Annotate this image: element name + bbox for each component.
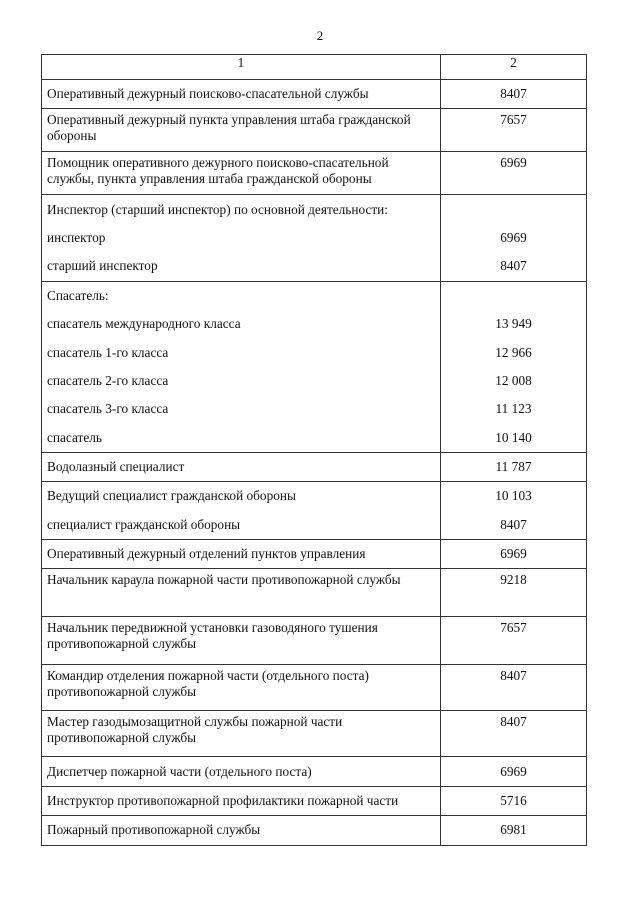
table-row	[42, 80, 587, 109]
position-name: Водолазный специалист	[47, 459, 185, 475]
salary-value: 5716	[500, 793, 527, 809]
column-header-1: 1	[42, 55, 441, 80]
position-name: Командир отделения пожарной части (отдельного поста) противопожарной службы	[47, 668, 369, 700]
position-name: спасатель международного класса	[47, 316, 241, 332]
position-name: старший инспектор	[47, 258, 158, 274]
salary-value: 8407	[500, 86, 527, 102]
position-group-title: Инспектор (старший инспектор) по основной деятельности:	[47, 201, 388, 217]
salary-value: 8407	[500, 516, 527, 532]
page-number: 2	[316, 28, 324, 43]
salary-value: 10 103	[495, 488, 532, 504]
table-row	[42, 617, 587, 665]
table-row	[42, 452, 587, 481]
table-row	[42, 786, 587, 815]
position-name: инспектор	[47, 229, 106, 245]
position-name: Начальник караула пожарной части противопожарной службы	[47, 572, 401, 588]
table-row	[42, 109, 587, 152]
salary-value	[441, 282, 586, 310]
table-header-row	[42, 55, 587, 80]
position-name: Ведущий специалист гражданской обороны	[47, 488, 296, 504]
table-row	[42, 711, 587, 757]
position-name: спасатель 3-го класса	[47, 401, 169, 417]
position-name: Пожарный противопожарной службы	[47, 822, 261, 838]
salary-value: 11 123	[495, 401, 532, 417]
column-header-2: 2	[441, 55, 587, 80]
salary-value: 7657	[500, 620, 527, 636]
position-name: Оперативный дежурный поисково-спасательной службы	[47, 86, 369, 102]
salary-value: 11 787	[495, 459, 532, 475]
position-name: специалист гражданской обороны	[47, 516, 241, 532]
position-name: Оперативный дежурный пункта управления штаба гражданской обороны	[47, 112, 411, 144]
salary-value	[441, 195, 586, 223]
table-row	[42, 665, 587, 711]
table-row	[42, 152, 587, 195]
position-name: Инструктор противопожарной профилактики пожарной части	[47, 793, 399, 809]
salary-value: 8407	[500, 258, 527, 274]
salary-value: 7657	[500, 112, 527, 128]
salary-value: 12 966	[495, 344, 532, 360]
position-name: спасатель 2-го класса	[47, 372, 169, 388]
position-name: Начальник передвижной установки газоводяного тушения противопожарной службы	[47, 620, 378, 652]
salary-value: 6981	[500, 822, 527, 838]
position-group-title: Спасатель:	[47, 287, 109, 303]
table-row	[42, 195, 587, 281]
salary-value: 6969	[500, 229, 527, 245]
table-row	[42, 757, 587, 786]
salary-value: 8407	[500, 668, 527, 684]
table-row	[42, 816, 587, 845]
table-row	[42, 540, 587, 569]
salary-value: 10 140	[495, 429, 532, 445]
salary-value: 8407	[500, 714, 527, 730]
table-row	[42, 482, 587, 540]
salary-value: 13 949	[495, 316, 532, 332]
position-name: Мастер газодымозащитной службы пожарной части противопожарной службы	[47, 714, 343, 746]
table-row	[42, 281, 587, 452]
position-name: Помощник оперативного дежурного поисково-спасательной службы, пункта управления штаба гражданской обороны	[47, 155, 389, 187]
position-name: спасатель 1-го класса	[47, 344, 169, 360]
salary-value: 9218	[500, 572, 527, 588]
salary-value: 6969	[500, 155, 527, 171]
salary-value: 12 008	[495, 372, 532, 388]
salary-value: 6969	[500, 546, 527, 562]
table-row	[42, 569, 587, 617]
position-name: Оперативный дежурный отделений пунктов управления	[47, 546, 366, 562]
salary-value: 6969	[500, 763, 527, 779]
position-name: спасатель	[47, 429, 102, 445]
position-name: Диспетчер пожарной части (отдельного поста)	[47, 763, 312, 779]
position-salary-table	[41, 54, 587, 846]
